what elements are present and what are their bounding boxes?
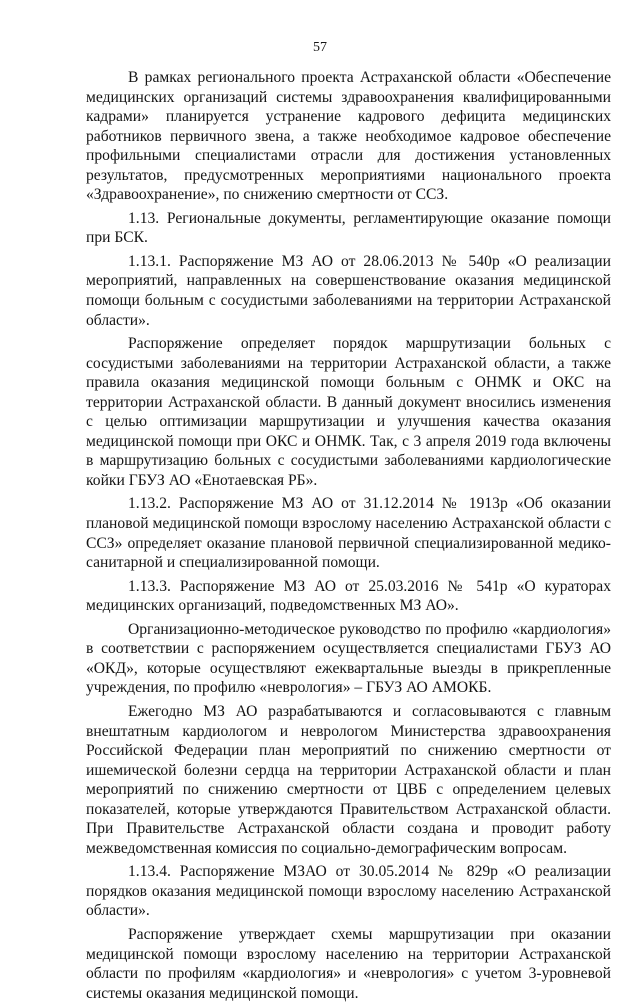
paragraph-order-1913r: 1.13.2. Распоряжение МЗ АО от 31.12.2014 № 1913р «Об оказании плановой медицинской помощи взрослому населению Астраханской области с ССЗ» определяет оказание плановой первичной специализированной медико-санитарной и специализированной помощи. — [86, 495, 611, 572]
paragraph-order-829r: 1.13.4. Распоряжение МЗАО от 30.05.2014 № 829р «О реализации порядков оказания медицинской помощи взрослому населению Астраханской области». — [86, 863, 611, 920]
paragraph-annual-plans: Ежегодно МЗ АО разрабатываются и согласовываются с главным внештатным кардиологом и неврологом Министерства здравоохранения Российской Федерации план мероприятий по снижению смертности от ишемической болезни сердца на территории Астраханской области и план мероприятий по снижению смертности от ЦВБ с определением целевых показателей, которые утверждаются Правительством Астраханской области. При Правительстве Астраханской области создана и проводит работу межведомственная комиссия по социально-демографическим вопросам. — [86, 702, 611, 857]
paragraph-regional-project: В рамках регионального проекта Астраханской области «Обеспечение медицинских организаций системы здравоохранения квалифицированными кадрами» планируется устранение кадрового дефицита медицинских работников первичного звена, а также необходимое кадровое обеспечение профильными специалистами отрасли для достижения установленных результатов, предусмотренных мероприятиями национального проекта «Здравоохранение», по снижению смертности от ССЗ. — [86, 69, 611, 204]
paragraph-methodical-guidance: Организационно-методическое руководство по профилю «кардиология» в соответствии с распоряжением осуществляется специалистами ГБУЗ АО «ОКД», которые осуществляют ежеквартальные выезды в прикрепленные учреждения, по профилю «неврология» – ГБУЗ АО АМОКБ. — [86, 620, 611, 697]
paragraph-routing-schemes: Распоряжение утверждает схемы маршрутизации при оказании медицинской помощи взрослому населению на территории Астраханской области по профилям «кардиология» и «неврология» с учетом 3-уровневой системы оказания медицинской помощи. — [86, 925, 611, 1002]
section-heading-1-13: 1.13. Региональные документы, регламентирующие оказание помощи при БСК. — [86, 209, 611, 247]
paragraph-order-541r: 1.13.3. Распоряжение МЗ АО от 25.03.2016 № 541р «О кураторах медицинских организаций, подведомственных МЗ АО». — [86, 577, 611, 615]
paragraph-routing-description: Распоряжение определяет порядок маршрутизации больных с сосудистыми заболеваниями на территории Астраханской области, а также правила оказания медицинской помощи больным с ОНМК и ОКС на территории Астраханской области. В данный документ вносились изменения с целью оптимизации маршрутизации и улучшения качества оказания медицинской помощи при ОКС и ОНМК. Так, с 3 апреля 2019 года включены в маршрутизацию больных с сосудистыми заболеваниями кардиологические койки ГБУЗ АО «Енотаевская РБ». — [86, 335, 611, 489]
page-number: 57 — [313, 40, 327, 55]
document-body — [86, 68, 611, 1007]
paragraph-order-540r: 1.13.1. Распоряжение МЗ АО от 28.06.2013 № 540р «О реализации мероприятий, направленных на совершенствование оказания медицинской помощи больным с сосудистыми заболеваниями на территории Астраханской области». — [86, 252, 611, 329]
